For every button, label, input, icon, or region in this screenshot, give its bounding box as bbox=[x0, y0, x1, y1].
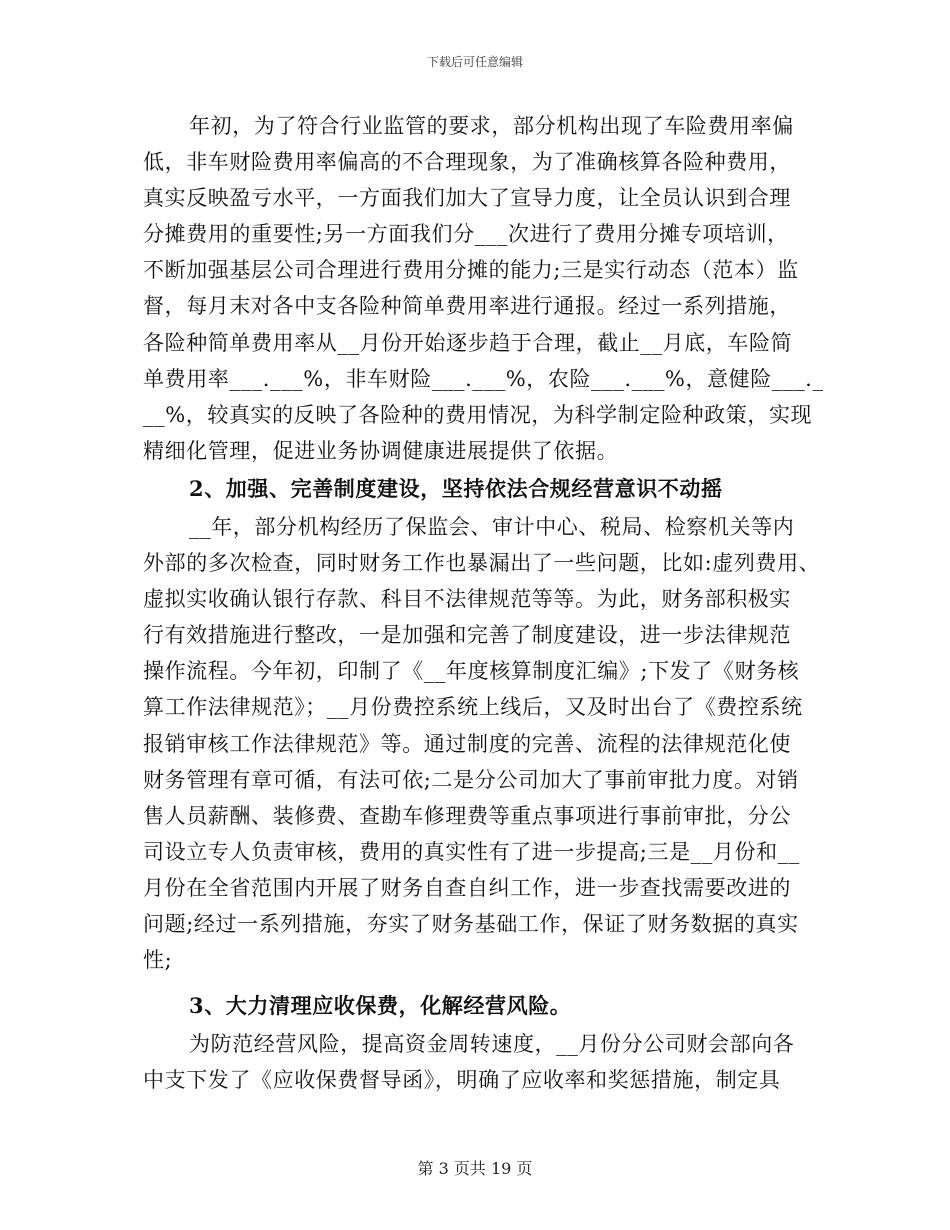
paragraph-line: 司设立专人负责审核，费用的真实性有了进一步提高;三是__月份和__ bbox=[143, 839, 800, 864]
paragraph-line: 各险种简单费用率从__月份开始逐步趋于合理，截止__月底，车险简 bbox=[143, 330, 793, 355]
section-heading-2: 2、加强、完善制度建设，坚持依法合规经营意识不动摇 bbox=[189, 475, 723, 501]
paragraph-line: 中支下发了《应收保费督导函》，明确了应收率和奖惩措施，制定具 bbox=[143, 1068, 781, 1093]
paragraph-line: 精细化管理，促进业务协调健康进展提供了依据。 bbox=[143, 438, 619, 463]
paragraph-line: 算工作法律规范》；__月份费控系统上线后，又及时出台了《费控系统 bbox=[143, 695, 803, 720]
paragraph-line: 月份在全省范围内开展了财务自查自纠工作，进一步查找需要改进的 bbox=[143, 875, 791, 900]
paragraph-line: 真实反映盈亏水平，一方面我们加大了宣导力度，让全员认识到合理 bbox=[143, 186, 791, 211]
paragraph-cost-allocation bbox=[143, 108, 824, 469]
paragraph-line: 虚拟实收确认银行存款、科目不法律规范等等。为此，财务部积极实 bbox=[143, 587, 791, 612]
paragraph-line: 单费用率___.___%，非车财险___.___%，农险___.___%，意健险___._ bbox=[143, 366, 824, 391]
paragraph-line: 分摊费用的重要性;另一方面我们分___次进行了费用分摊专项培训， bbox=[143, 222, 789, 247]
paragraph-system-building bbox=[143, 509, 821, 978]
paragraph-line: __%，较真实的反映了各险种的费用情况，为科学制定险种政策，实现 bbox=[143, 402, 813, 427]
paragraph-line: 行有效措施进行整改，一是加强和完善了制度建设，进一步法律规范 bbox=[143, 623, 791, 648]
document-body bbox=[143, 108, 824, 1098]
paragraph-line: 报销审核工作法律规范》等。通过制度的完善、流程的法律规范化使 bbox=[143, 731, 791, 756]
paragraph-line: 不断加强基层公司合理进行费用分摊的能力;三是实行动态（范本）监 bbox=[143, 258, 799, 283]
paragraph-line: __年，部分机构经历了保监会、审计中心、税局、检察机关等内 bbox=[189, 514, 795, 539]
section-heading-3: 3、大力清理应收保费，化解经营风险。 bbox=[189, 993, 572, 1019]
paragraph-receivables bbox=[143, 1026, 813, 1098]
paragraph-line: 财务管理有章可循，有法可依;二是分公司加大了事前审批力度。对销 bbox=[143, 767, 799, 792]
paragraph-line: 年初，为了符合行业监管的要求，部分机构出现了车险费用率偏 bbox=[189, 114, 794, 138]
page-number: 第 3 页共 19 页 bbox=[417, 1159, 533, 1178]
paragraph-line: 操作流程。今年初，印制了《__年度核算制度汇编》;下发了《财务核 bbox=[143, 659, 800, 684]
paragraph-line: 低，非车财险费用率偏高的不合理现象，为了准确核算各险种费用， bbox=[143, 150, 791, 175]
paragraph-line: 为防范经营风险，提高资金周转速度，__月份分公司财会部向各 bbox=[189, 1032, 795, 1057]
paragraph-line: 问题;经过一系列措施，夯实了财务基础工作，保证了财务数据的真实 bbox=[143, 911, 799, 936]
paragraph-line: 督，每月末对各中支各险种简单费用率进行通报。经过一系列措施， bbox=[143, 294, 791, 319]
page-header: 下载后可任意编辑 bbox=[426, 55, 523, 69]
paragraph-line: 售人员薪酬、装修费、查勘车修理费等重点事项进行事前审批，分公 bbox=[143, 803, 791, 828]
paragraph-line: 性; bbox=[143, 948, 173, 973]
paragraph-line: 外部的多次检查，同时财务工作也暴漏出了一些问题，比如:虚列费用、 bbox=[143, 551, 821, 576]
